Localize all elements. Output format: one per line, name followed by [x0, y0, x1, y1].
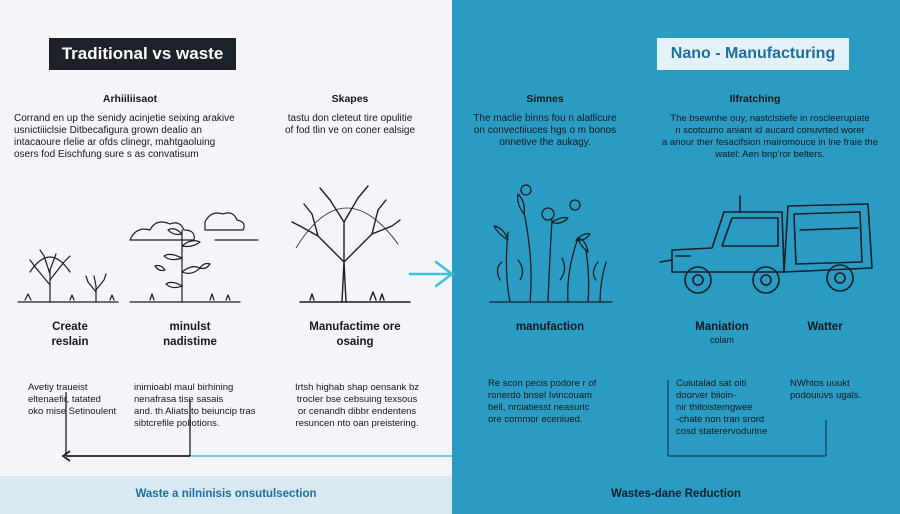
left-col3-heading: Skapes	[331, 93, 369, 105]
right-col1-heading: Simnes	[526, 93, 564, 105]
right-col1-intro: The maclie binns fou n alatlicure on convectiiuces hgs o m bonos onnetive the aukagy.	[473, 113, 617, 148]
right-desc-1: Re scon pecis podore r of ronerdo bnsel Ivincouam bell, nrciatiesst neasuric ore commor eceniued.	[488, 378, 597, 425]
right-sublabel-colam: colam	[709, 335, 734, 345]
left-label-manufactime: Manufactime ore osaing	[309, 321, 401, 348]
truck-icon	[660, 196, 872, 293]
left-footer: Waste a nilninisis onsutulsection	[135, 488, 317, 500]
right-desc-3: NWhtos uuukt podouiuvs ugals.	[790, 378, 862, 401]
left-col3-intro: tastu don cleteut tire opulitie of fod tlin ve on coner ealsige	[284, 113, 416, 136]
right-title: Nano - Manufacturing	[657, 38, 849, 70]
right-col2-intro: The bsewnhe ouy, nastclstiefe in roscleerupiate n scotcumo aniant id aucard conuvrted worer a anour ther fesacifsion mairomouce in lne fraie the watel: Aen bnp'ror belters.	[662, 113, 878, 160]
small-trees-icon	[18, 250, 118, 302]
left-desc-2: inimioabl maul birhining nenafrasa tise sasais and. th Aliats to beiuncip tras sibtcrefile poliotions.	[134, 382, 256, 429]
right-col2-heading: Ilfratching	[729, 93, 781, 105]
left-title: Traditional vs waste	[49, 38, 236, 70]
left-desc-3: Irtsh highab shap oensank bz trocler bse cebsuing texsous or cenandh dibbr endentens resuncen nto oan preistering.	[294, 382, 420, 429]
left-desc-1: Avetiy traueist eltenaefir, tatated oko mise Setinoulent	[28, 382, 117, 417]
plants-icon	[490, 185, 612, 302]
right-label-manufaction: manufaction	[515, 321, 585, 333]
right-label-maniation: Maniation	[695, 321, 749, 333]
arrow-icon	[410, 262, 452, 286]
right-label-watter: Watter	[807, 321, 843, 333]
large-tree-icon	[292, 186, 410, 302]
left-col1-heading: Arhiiliisaot	[102, 93, 158, 105]
left-col1-intro: Corrand en up the senidy acinjetie seixing arakive usnictiiiclsie Ditbecafigura grown dealio an intacaoure rlelie ar ofds clinegr, mahtgaoluing osers fod Eischfung sure s as convatisum	[14, 113, 235, 160]
left-label-minulst: minulst nadistime	[163, 321, 217, 348]
left-label-create: Create reslain	[51, 321, 89, 348]
right-desc-2: Cuiutalad sat oiti doorver biioin- nir thitoistemgwee -chate non tran srord cosd staterervodurine	[676, 378, 768, 437]
sapling-icon	[130, 213, 258, 302]
right-footer: Wastes-dane Reduction	[611, 488, 741, 500]
